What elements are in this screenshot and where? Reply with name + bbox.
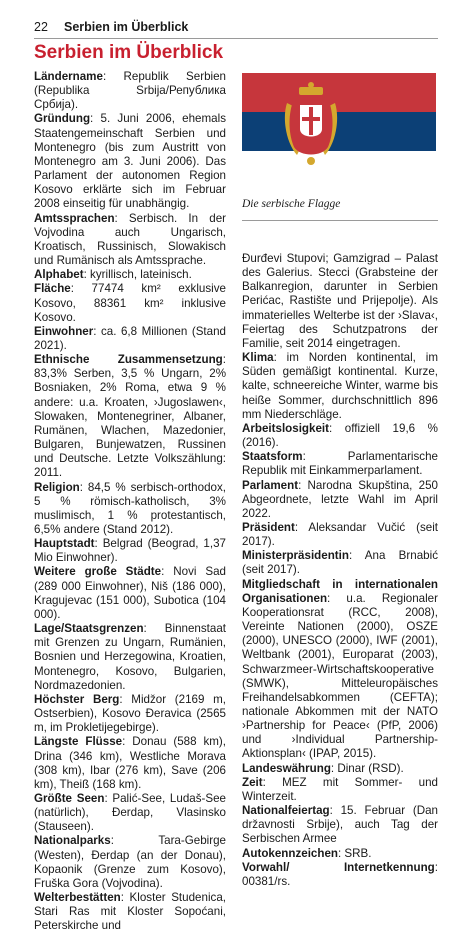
entry-nationalparks: Nationalparks: Tara-Gebirge (Westen), Đerdap (an der Donau), Kopaonik (Grenze zum Kosovo), Fruška Gora (Vojvodina). [34, 834, 226, 890]
entry-vorwahl: Vorwahl/ Internetkennung: 00381/rs. [242, 860, 438, 888]
entry-laengste-fluesse: Längste Flüsse: Donau (588 km), Drina (346 km), Westliche Morava (308 km), Ibar (276 km), Save (206 km), Theiß (168 km). [34, 735, 226, 791]
flag-stripe-blue [242, 112, 436, 151]
entry-nationalfeiertag: Nationalfeiertag: 15. Februar (Dan državnosti Srbije), auch Tag der Serbischen Armee [242, 804, 438, 846]
entry-hoechster-berg: Höchster Berg: Midžor (2169 m, Ostserbien), Kosovo Đeravica (2565 m, im Prokletijegebirge). [34, 692, 227, 735]
running-header [34, 18, 438, 39]
entry-hauptstadt: Hauptstadt: Belgrad (Beograd, 1,37 Mio Einwohner). [34, 537, 226, 565]
entry-einwohner: Einwohner: ca. 6,8 Millionen (Stand 2021). [34, 324, 226, 352]
serbian-flag-image [242, 73, 436, 190]
entry-parlament: Parlament: Narodna Skupština, 250 Abgeordnete, letzte Wahl im April 2022. [242, 478, 438, 520]
running-section-title: Serbien im Überblick [64, 20, 189, 34]
entry-welterbe-continued: Đurđevi Stupovi; Gamzigrad – Palast des Galerius. Stecci (Grabsteine der Balkanregion, darunter in Serbien Perićac, Rastište und Prijepolje). Als immaterielles Welterbe ist der ›Slava‹, Feiertag des Schutzpatrons der Familie, seit 2014 eingetragen. [242, 252, 438, 350]
entry-autokennzeichen: Autokennzeichen: SRB. [242, 846, 372, 860]
entry-laendername: Ländername: Republik Serbien (Republika Srbija/Република Србија). [34, 70, 226, 112]
entry-mitgliedschaft: Mitgliedschaft in internationalen Organisationen: u.a. Regionaler Kooperationsrat (RCC, 2008), Vereinte Nationen (2000), OSZE (2000), UNESCO (2000), IWF (2001), Weltbank (2001), Europarat (2003), Schwarzmeer-Wirtschaftskooperative (SMWK), Mitteleuropäisches Freihandelsabkommen (CEFTA); nationale Abkommen mit der NATO ›Partnership for Peace‹ (PfP, 2006) und ›Individual Partnership-Aktionsplan‹ (IPAP, 2015). [242, 577, 438, 761]
entry-amtssprachen: Amtssprachen: Serbisch. In der Vojvodina auch Ungarisch, Kroatisch, Russinisch, Slowakisch und Rumänisch als Amtssprache. [34, 211, 226, 268]
entry-staatsform: Staatsform: Parlamentarische Republik mit Einkammerparlament. [242, 450, 438, 478]
entry-ethnische-zusammensetzung: Ethnische Zusammensetzung: 83,3% Serben, 3,5 % Ungarn, 2% Bosniaken, 2% Roma, etwa 9 % andere: u.a. Kroaten, ›Jugoslawen‹, Slowaken, Montenegriner, Albaner, Rumänen, Wlachen, Mazedonier, Bulgaren, Bunjewatzen, Russinen und Deutsche. Letzte Volkszählung: 2011. [34, 353, 226, 480]
entry-lage: Lage/Staatsgrenzen: Binnenstaat mit Grenzen zu Ungarn, Rumänien, Bosnien und Herzegowina, Kroatien, Montenegro, Kosovo, Bulgarien, Nordmazedonien. [34, 622, 226, 692]
entry-arbeitslosigkeit: Arbeitslosigkeit: offiziell 19,6 % (2016). [242, 421, 438, 450]
flag-stripe-white [242, 151, 436, 190]
flag-stripe-red [242, 73, 436, 112]
entry-ministerpraesidentin: Ministerpräsidentin: Ana Brnabić (seit 2017). [242, 549, 438, 577]
entry-zeit: Zeit: MEZ mit Sommer- und Winterzeit. [242, 775, 438, 803]
entry-weitere-staedte: Weitere große Städte: Novi Sad (289 000 Einwohner), Niš (186 000), Kragujevac (151 000), Subotica (104 000). [34, 565, 226, 621]
entry-flaeche: Fläche: 77474 km² exklusive Kosovo, 88361 km² inklusive Kosovo. [34, 282, 226, 324]
left-column [34, 70, 226, 934]
page-number: 22 [34, 20, 48, 34]
right-column [242, 252, 438, 889]
entry-religion: Religion: 84,5 % serbisch-orthodox, 5 % römisch-katholisch, 3% muslimisch, 1 % protestantisch, 6,5% andere (Stand 2012). [34, 480, 226, 536]
entry-groesste-seen: Größte Seen: Palić-See, Ludaš-See (natürlich), Đerdap, Vlasinsko (Stauseen). [34, 791, 226, 834]
entry-alphabet: Alphabet: kyrillisch, lateinisch. [34, 268, 192, 282]
entry-klima: Klima: im Norden kontinental, im Süden gemäßigt kontinental. Kurze, kalte, schneereiche Winter, warme bis heiße Sommer, durchschnittlich 896 mm Niederschläge. [242, 351, 438, 421]
entry-gruendung: Gründung: 5. Juni 2006, ehemals Staatengemeinschaft Serbien und Montenegro (bis zum Austritt von Montenegro am 3. Juni 2006). Das Parlament der autonomen Region Kosovo erklärte sich im Februar 2008 einseitig für unabhängig. [34, 112, 226, 211]
page-title: Serbien im Überblick [34, 42, 224, 63]
flag-caption: Die serbische Flagge [242, 198, 438, 221]
entry-praesident: Präsident: Aleksandar Vučić (seit 2017). [242, 520, 438, 549]
entry-welterbestaetten: Welterbestätten: Kloster Studenica, Stari Ras mit Kloster Sopoćani, Peterskirche und [34, 891, 226, 933]
entry-landeswaehrung: Landeswährung: Dinar (RSD). [242, 761, 404, 775]
